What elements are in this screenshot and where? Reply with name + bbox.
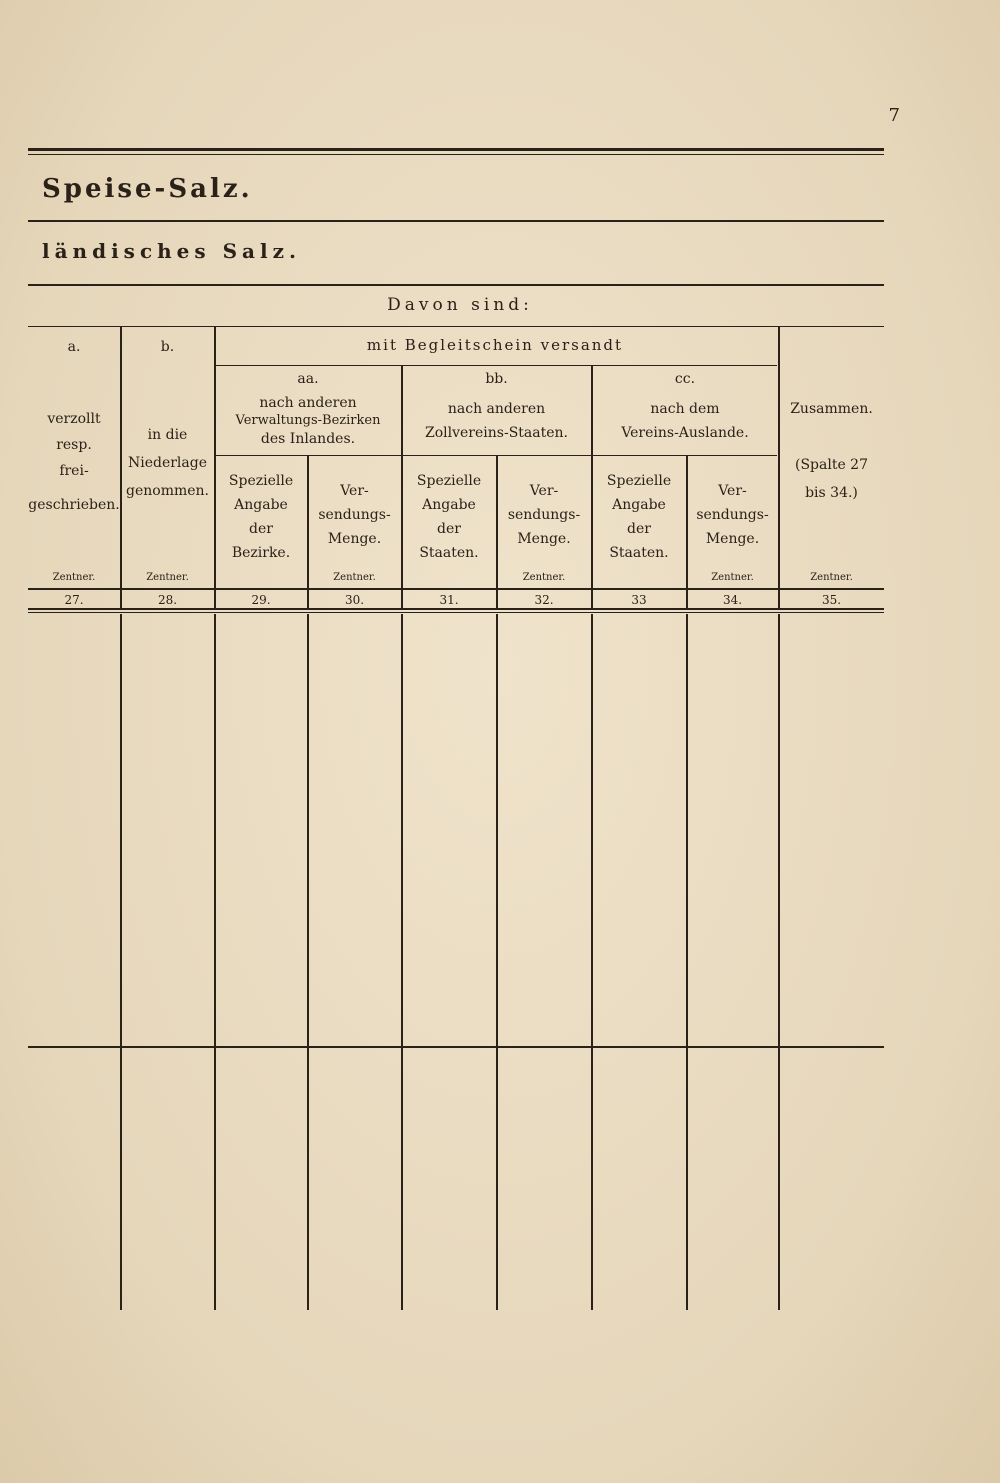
col-29-num: 29. bbox=[251, 593, 271, 607]
col-34-num: 34. bbox=[722, 593, 743, 607]
group-bb-text-2: Zollvereins-Staaten. bbox=[425, 425, 568, 441]
col-34-text-3: Menge. bbox=[705, 531, 760, 547]
col-29-text-3: der bbox=[249, 521, 273, 537]
body-line-3 bbox=[307, 614, 309, 1046]
col-b-text-3: genommen. bbox=[126, 483, 209, 499]
title-rule bbox=[28, 220, 884, 222]
top-rule-thin bbox=[28, 154, 884, 155]
begleitschein-rule bbox=[215, 365, 777, 366]
col-b-num: 28. bbox=[157, 593, 178, 607]
body-line-4b bbox=[401, 1048, 403, 1310]
col-33-text-2: Angabe bbox=[612, 497, 666, 513]
body-line-3b bbox=[307, 1048, 309, 1310]
col-31-text-4: Staaten. bbox=[419, 545, 479, 561]
col-35-text: Zusammen. bbox=[790, 401, 873, 417]
group-aa-text-1: nach anderen bbox=[259, 395, 357, 411]
body-line-7 bbox=[686, 614, 688, 1046]
body-line-6b bbox=[591, 1048, 593, 1310]
col-31-num: 31. bbox=[439, 593, 459, 607]
col-35-note-1: (Spalte 27 bbox=[794, 457, 868, 473]
page-number: 7 bbox=[888, 105, 900, 126]
col-32-text-3: Menge. bbox=[517, 531, 571, 547]
col-b-letter: b. bbox=[160, 339, 175, 355]
davon-sind-heading: Davon sind: bbox=[387, 295, 533, 315]
col-a-text-4: geschrieben. bbox=[28, 497, 120, 513]
col-a-text-2: resp. bbox=[56, 437, 92, 453]
col-30-text-3: Menge. bbox=[327, 531, 382, 547]
top-rule bbox=[28, 148, 884, 151]
begleitschein-heading: mit Begleitschein versandt bbox=[366, 336, 624, 354]
page-title: Speise-Salz. bbox=[42, 174, 253, 204]
col-34-text-1: Ver- bbox=[718, 483, 747, 499]
body-line-1 bbox=[120, 614, 122, 1046]
col-32-text-2: sendungs- bbox=[507, 507, 581, 523]
col-b-unit: Zentner. bbox=[146, 572, 189, 583]
col-30-num: 30. bbox=[344, 593, 365, 607]
body-line-4 bbox=[401, 614, 403, 1046]
subtitle-rule bbox=[28, 284, 884, 286]
col-35-unit: Zentner. bbox=[810, 572, 853, 583]
middle-rule bbox=[28, 1046, 884, 1048]
col-29-text-2: Angabe bbox=[234, 497, 288, 513]
col-31-text-1: Spezielle bbox=[416, 473, 482, 489]
header-top-rule bbox=[28, 326, 884, 327]
col-32-unit: Zentner. bbox=[522, 572, 566, 583]
section-title: ländisches Salz. bbox=[42, 239, 301, 263]
col-a-num: 27. bbox=[64, 593, 84, 607]
col-a-unit: Zentner. bbox=[52, 572, 96, 583]
col-31-text-3: der bbox=[437, 521, 461, 537]
group-cc-text-1: nach dem bbox=[650, 401, 720, 417]
num-rule bbox=[28, 608, 884, 610]
unit-rule bbox=[28, 588, 884, 590]
col-a-text-1: verzollt bbox=[47, 411, 101, 427]
col-33-num: 33 bbox=[631, 593, 647, 607]
body-line-5b bbox=[496, 1048, 498, 1310]
col-b-text-1: in die bbox=[147, 427, 188, 443]
col-34-unit: Zentner. bbox=[711, 572, 754, 583]
body-line-7b bbox=[686, 1048, 688, 1310]
body-line-2 bbox=[214, 614, 216, 1046]
col-30-text-1: Ver- bbox=[340, 483, 369, 499]
body-line-5 bbox=[496, 614, 498, 1046]
col-29-text-4: Bezirke. bbox=[231, 545, 291, 561]
group-cc-text-2: Vereins-Auslande. bbox=[621, 425, 749, 441]
col-30-text-2: sendungs- bbox=[318, 507, 391, 523]
col-35-num: 35. bbox=[821, 593, 842, 607]
body-line-6 bbox=[591, 614, 593, 1046]
col-35-note-2: bis 34.) bbox=[805, 485, 858, 501]
col-29-text-1: Spezielle bbox=[228, 473, 294, 489]
group-aa-text-3: des Inlandes. bbox=[260, 431, 356, 447]
body-line-8 bbox=[778, 614, 780, 1046]
group-aa-text-2: Verwaltungs-Bezirken bbox=[235, 413, 381, 428]
col-34-text-2: sendungs- bbox=[696, 507, 769, 523]
group-bb-text-1: nach anderen bbox=[447, 401, 546, 417]
col-33-text-4: Staaten. bbox=[609, 545, 669, 561]
col-32-num: 32. bbox=[534, 593, 554, 607]
group-bb-letter: bb. bbox=[485, 371, 508, 387]
body-line-1b bbox=[120, 1048, 122, 1310]
col-30-unit: Zentner. bbox=[333, 572, 376, 583]
group-cc-letter: cc. bbox=[674, 371, 696, 387]
group-aa-letter: aa. bbox=[297, 371, 319, 387]
col-32-text-1: Ver- bbox=[529, 483, 559, 499]
col-33-text-1: Spezielle bbox=[606, 473, 672, 489]
body-line-8b bbox=[778, 1048, 780, 1310]
col-line-b-aa bbox=[214, 326, 216, 610]
body-line-2b bbox=[214, 1048, 216, 1310]
col-a-letter: a. bbox=[67, 339, 81, 355]
col-a-text-3: frei- bbox=[59, 463, 89, 479]
num-rule-thin bbox=[28, 612, 884, 613]
col-33-text-3: der bbox=[627, 521, 651, 537]
col-b-text-2: Niederlage bbox=[127, 455, 208, 471]
col-31-text-2: Angabe bbox=[422, 497, 476, 513]
